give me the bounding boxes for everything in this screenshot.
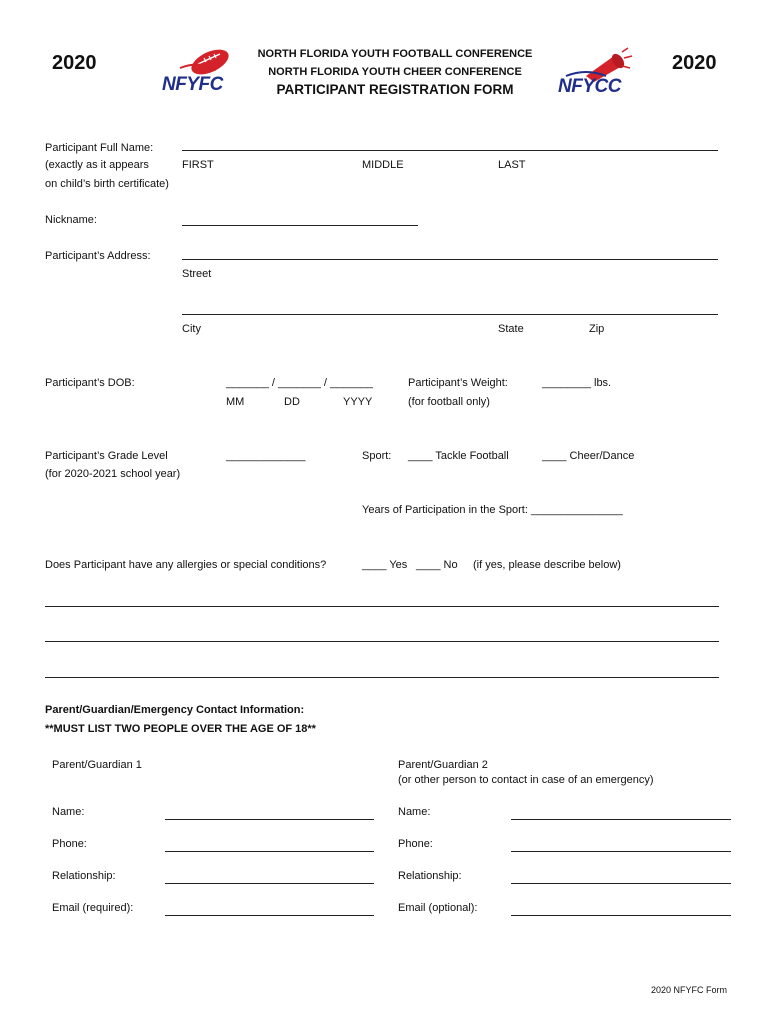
allergies-no[interactable]: ____ No — [416, 559, 458, 571]
years-participation[interactable]: Years of Participation in the Sport: _______________ — [362, 504, 623, 516]
nickname-label: Nickname: — [45, 214, 97, 226]
logo-left-text: NFYFC — [162, 74, 223, 95]
g1-relationship-label: Relationship: — [52, 870, 116, 882]
weight-label: Participant’s Weight: — [408, 377, 508, 389]
sport-label: Sport: — [362, 450, 392, 462]
middle-label: MIDDLE — [362, 159, 404, 171]
footer-text: 2020 NFYFC Form — [651, 985, 728, 995]
g2-email-line[interactable] — [511, 915, 731, 916]
dob-blank[interactable]: _______ / _______ / _______ — [226, 377, 373, 389]
address-label: Participant’s Address: — [45, 250, 151, 262]
grade-label: Participant’s Grade Level — [45, 450, 168, 462]
first-label: FIRST — [182, 159, 214, 171]
g2-email-label: Email (optional): — [398, 902, 478, 914]
logo-right-text: NFYCC — [558, 76, 621, 97]
guardian-1-title: Parent/Guardian 1 — [52, 759, 142, 771]
full-name-line[interactable] — [182, 150, 718, 151]
year-left: 2020 — [52, 52, 97, 74]
last-label: LAST — [498, 159, 526, 171]
dob-dd: DD — [284, 396, 300, 408]
city-label: City — [182, 323, 201, 335]
street-label: Street — [182, 268, 212, 280]
allergies-question: Does Participant have any allergies or special conditions? — [45, 559, 327, 571]
allergies-line-3[interactable] — [45, 677, 719, 678]
g2-phone-line[interactable] — [511, 851, 731, 852]
g2-name-label: Name: — [398, 806, 431, 818]
g1-email-line[interactable] — [165, 915, 374, 916]
dob-yyyy: YYYY — [343, 396, 373, 408]
g2-relationship-line[interactable] — [511, 883, 731, 884]
header-line-1: NORTH FLORIDA YOUTH FOOTBALL CONFERENCE — [257, 48, 533, 60]
g2-relationship-label: Relationship: — [398, 870, 462, 882]
nickname-line[interactable] — [182, 225, 418, 226]
contacts-heading: Parent/Guardian/Emergency Contact Information: — [45, 704, 305, 716]
g1-email-label: Email (required): — [52, 902, 134, 914]
g1-name-line[interactable] — [165, 819, 374, 820]
full-name-label: Participant Full Name: — [45, 142, 154, 154]
allergies-line-2[interactable] — [45, 641, 719, 642]
header-line-2: NORTH FLORIDA YOUTH CHEER CONFERENCE — [268, 66, 522, 78]
year-right: 2020 — [672, 52, 717, 74]
g2-phone-label: Phone: — [398, 838, 433, 850]
grade-note: (for 2020-2021 school year) — [45, 468, 181, 480]
guardian-2-title: Parent/Guardian 2 — [398, 759, 488, 771]
state-label: State — [498, 323, 524, 335]
nfyfc-logo — [160, 46, 238, 98]
guardian-2-note: (or other person to contact in case of an emergency) — [398, 774, 654, 786]
street-line[interactable] — [182, 259, 718, 260]
full-name-note: (exactly as it appears — [45, 159, 149, 171]
weight-note: (for football only) — [408, 396, 490, 408]
dob-mm: MM — [226, 396, 245, 408]
zip-label: Zip — [589, 323, 605, 335]
contacts-warning: **MUST LIST TWO PEOPLE OVER THE AGE OF 18** — [45, 723, 316, 735]
weight-blank[interactable]: ________ lbs. — [542, 377, 612, 389]
nfycc-logo — [556, 46, 638, 100]
dob-label: Participant’s DOB: — [45, 377, 135, 389]
allergies-line-1[interactable] — [45, 606, 719, 607]
allergies-note: (if yes, please describe below) — [473, 559, 621, 571]
g1-phone-label: Phone: — [52, 838, 87, 850]
form-title: PARTICIPANT REGISTRATION FORM — [276, 82, 514, 97]
g1-name-label: Name: — [52, 806, 85, 818]
allergies-yes[interactable]: ____ Yes — [362, 559, 408, 571]
g1-relationship-line[interactable] — [165, 883, 374, 884]
g1-phone-line[interactable] — [165, 851, 374, 852]
city-line[interactable] — [182, 314, 718, 315]
sport-option-football[interactable]: ____ Tackle Football — [408, 450, 509, 462]
full-name-note-2: on child’s birth certificate) — [45, 178, 169, 190]
sport-option-cheer[interactable]: ____ Cheer/Dance — [542, 450, 635, 462]
g2-name-line[interactable] — [511, 819, 731, 820]
grade-blank[interactable]: _____________ — [226, 450, 306, 462]
